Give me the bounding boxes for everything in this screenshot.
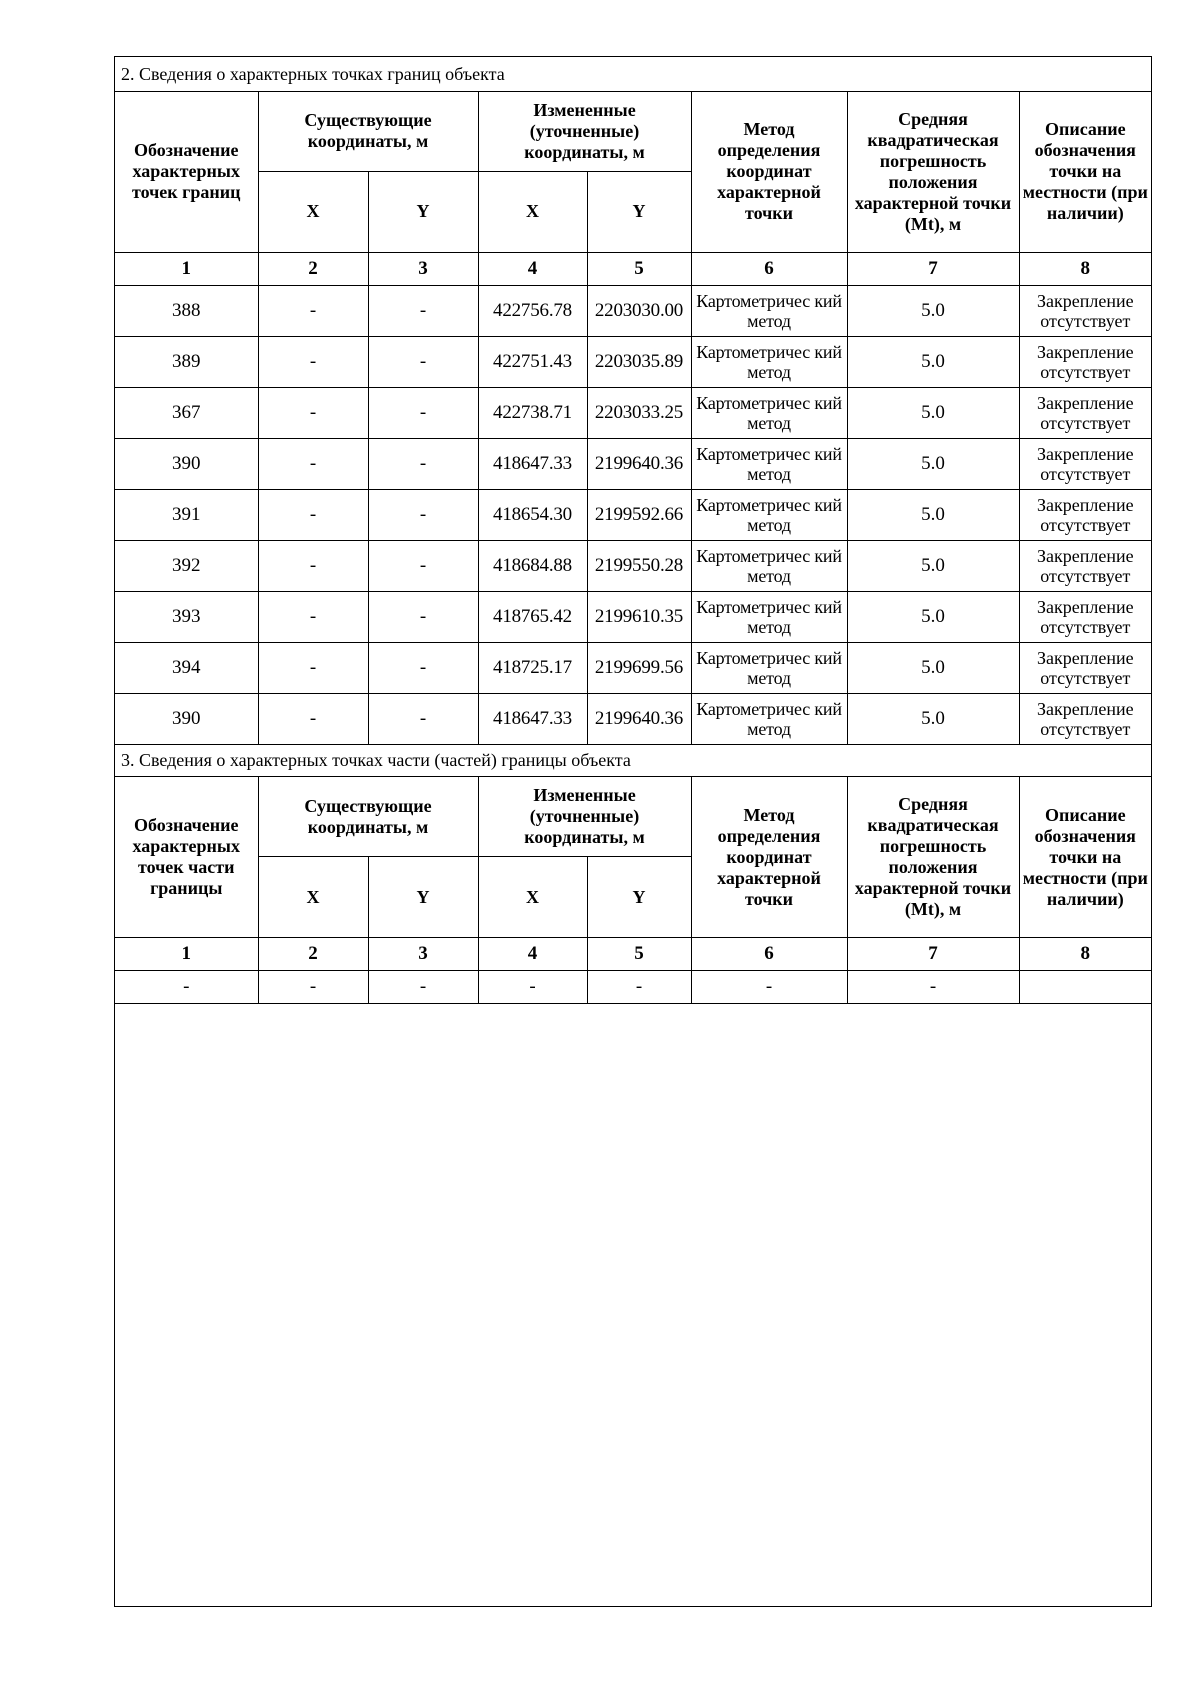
method-cell: Картометричес кий метод xyxy=(691,336,847,387)
section3-rows xyxy=(115,971,1151,1004)
existing-x-cell: - xyxy=(258,591,368,642)
existing-x-cell: - xyxy=(258,642,368,693)
table-row xyxy=(115,971,1151,1004)
error-mt-cell: 5.0 xyxy=(847,489,1019,540)
table-row xyxy=(115,285,1151,336)
header-changed-y: Y xyxy=(587,171,691,252)
changed-y-cell: 2199610.35 xyxy=(587,591,691,642)
point-number-cell: 389 xyxy=(115,336,258,387)
header-existing-y: Y xyxy=(368,171,478,252)
header-changed-y: Y xyxy=(587,857,691,938)
existing-x-cell: - xyxy=(258,540,368,591)
header-changed-x: X xyxy=(478,857,587,938)
existing-y-cell: - xyxy=(368,285,478,336)
existing-y-cell: - xyxy=(368,489,478,540)
changed-y-cell: 2199699.56 xyxy=(587,642,691,693)
column-numbers-row xyxy=(115,938,1151,971)
section2-rows xyxy=(115,285,1151,744)
column-number: 3 xyxy=(368,938,478,971)
method-cell: Картометричес кий метод xyxy=(691,591,847,642)
table-row xyxy=(115,591,1151,642)
description-cell: Закрепление отсутствует xyxy=(1019,642,1151,693)
point-number-cell: 388 xyxy=(115,285,258,336)
point-number-cell: 390 xyxy=(115,693,258,744)
error-mt-cell: 5.0 xyxy=(847,591,1019,642)
changed-y-cell: 2203033.25 xyxy=(587,387,691,438)
method-cell: Картометричес кий метод xyxy=(691,489,847,540)
changed-x-cell: 418684.88 xyxy=(478,540,587,591)
method-cell: Картометричес кий метод xyxy=(691,642,847,693)
method-cell: Картометричес кий метод xyxy=(691,387,847,438)
column-number: 7 xyxy=(847,938,1019,971)
section3-table xyxy=(115,745,1151,1005)
table-cell: - xyxy=(691,971,847,1004)
point-number-cell: 392 xyxy=(115,540,258,591)
header-existing-y: Y xyxy=(368,857,478,938)
column-number: 6 xyxy=(691,252,847,285)
changed-y-cell: 2199640.36 xyxy=(587,438,691,489)
column-number: 7 xyxy=(847,252,1019,285)
method-cell: Картометричес кий метод xyxy=(691,693,847,744)
table-cell: - xyxy=(847,971,1019,1004)
column-number: 1 xyxy=(115,938,258,971)
header-description: Описание обозначения точки на местности (при наличии) xyxy=(1019,91,1151,252)
changed-x-cell: 418647.33 xyxy=(478,438,587,489)
header-designation: Обозначение характерных точек границ xyxy=(115,91,258,252)
error-mt-cell: 5.0 xyxy=(847,540,1019,591)
error-mt-cell: 5.0 xyxy=(847,693,1019,744)
description-cell: Закрепление отсутствует xyxy=(1019,387,1151,438)
method-cell: Картометричес кий метод xyxy=(691,540,847,591)
existing-y-cell: - xyxy=(368,642,478,693)
description-cell: Закрепление отсутствует xyxy=(1019,489,1151,540)
error-mt-cell: 5.0 xyxy=(847,642,1019,693)
column-number: 8 xyxy=(1019,252,1151,285)
table-row xyxy=(115,540,1151,591)
method-cell: Картометричес кий метод xyxy=(691,285,847,336)
error-mt-cell: 5.0 xyxy=(847,285,1019,336)
table-cell: - xyxy=(587,971,691,1004)
table-cell: - xyxy=(258,971,368,1004)
point-number-cell: 394 xyxy=(115,642,258,693)
table-cell: - xyxy=(115,971,258,1004)
existing-y-cell: - xyxy=(368,387,478,438)
description-cell: Закрепление отсутствует xyxy=(1019,438,1151,489)
point-number-cell: 393 xyxy=(115,591,258,642)
existing-y-cell: - xyxy=(368,540,478,591)
existing-x-cell: - xyxy=(258,285,368,336)
existing-x-cell: - xyxy=(258,489,368,540)
table-row xyxy=(115,336,1151,387)
table-row xyxy=(115,387,1151,438)
document-frame xyxy=(114,56,1152,1607)
description-cell: Закрепление отсутствует xyxy=(1019,540,1151,591)
column-numbers-row xyxy=(115,252,1151,285)
section3-title: 3. Сведения о характерных точках части (частей) границы объекта xyxy=(115,745,1151,777)
header-changed-x: X xyxy=(478,171,587,252)
changed-y-cell: 2203030.00 xyxy=(587,285,691,336)
error-mt-cell: 5.0 xyxy=(847,336,1019,387)
existing-x-cell: - xyxy=(258,336,368,387)
existing-y-cell: - xyxy=(368,336,478,387)
section2-title: 2. Сведения о характерных точках границ объекта xyxy=(115,57,1151,91)
header-description: Описание обозначения точки на местности (при наличии) xyxy=(1019,777,1151,938)
changed-y-cell: 2199640.36 xyxy=(587,693,691,744)
description-cell: Закрепление отсутствует xyxy=(1019,693,1151,744)
column-number: 4 xyxy=(478,252,587,285)
description-cell: Закрепление отсутствует xyxy=(1019,591,1151,642)
column-number: 5 xyxy=(587,938,691,971)
existing-x-cell: - xyxy=(258,387,368,438)
table-row xyxy=(115,693,1151,744)
header-changed-coordinates: Измененные (уточненные) координаты, м xyxy=(478,777,691,857)
header-error: Средняя квадратическая погрешность положения характерной точки (Mt), м xyxy=(847,91,1019,252)
column-number: 8 xyxy=(1019,938,1151,971)
table-cell: - xyxy=(368,971,478,1004)
method-cell: Картометричес кий метод xyxy=(691,438,847,489)
column-number: 2 xyxy=(258,938,368,971)
changed-x-cell: 422738.71 xyxy=(478,387,587,438)
table-cell xyxy=(1019,971,1151,1004)
column-number: 3 xyxy=(368,252,478,285)
point-number-cell: 390 xyxy=(115,438,258,489)
column-number: 6 xyxy=(691,938,847,971)
changed-x-cell: 418765.42 xyxy=(478,591,587,642)
changed-x-cell: 422751.43 xyxy=(478,336,587,387)
header-designation: Обозначение характерных точек части границы xyxy=(115,777,258,938)
column-number: 5 xyxy=(587,252,691,285)
changed-x-cell: 418725.17 xyxy=(478,642,587,693)
header-existing-x: X xyxy=(258,857,368,938)
header-error: Средняя квадратическая погрешность положения характерной точки (Mt), м xyxy=(847,777,1019,938)
column-number: 1 xyxy=(115,252,258,285)
changed-y-cell: 2199550.28 xyxy=(587,540,691,591)
table-cell: - xyxy=(478,971,587,1004)
table-row xyxy=(115,489,1151,540)
point-number-cell: 367 xyxy=(115,387,258,438)
existing-y-cell: - xyxy=(368,693,478,744)
changed-x-cell: 422756.78 xyxy=(478,285,587,336)
changed-x-cell: 418654.30 xyxy=(478,489,587,540)
existing-x-cell: - xyxy=(258,693,368,744)
changed-y-cell: 2203035.89 xyxy=(587,336,691,387)
header-method: Метод определения координат характерной точки xyxy=(691,91,847,252)
section2-table xyxy=(115,57,1151,745)
table-row xyxy=(115,642,1151,693)
header-existing-coordinates: Существующие координаты, м xyxy=(258,91,478,171)
column-number: 4 xyxy=(478,938,587,971)
point-number-cell: 391 xyxy=(115,489,258,540)
error-mt-cell: 5.0 xyxy=(847,438,1019,489)
existing-y-cell: - xyxy=(368,438,478,489)
column-number: 2 xyxy=(258,252,368,285)
changed-x-cell: 418647.33 xyxy=(478,693,587,744)
header-method: Метод определения координат характерной точки xyxy=(691,777,847,938)
header-existing-x: X xyxy=(258,171,368,252)
existing-y-cell: - xyxy=(368,591,478,642)
description-cell: Закрепление отсутствует xyxy=(1019,336,1151,387)
header-changed-coordinates: Измененные (уточненные) координаты, м xyxy=(478,91,691,171)
header-existing-coordinates: Существующие координаты, м xyxy=(258,777,478,857)
changed-y-cell: 2199592.66 xyxy=(587,489,691,540)
error-mt-cell: 5.0 xyxy=(847,387,1019,438)
existing-x-cell: - xyxy=(258,438,368,489)
description-cell: Закрепление отсутствует xyxy=(1019,285,1151,336)
table-row xyxy=(115,438,1151,489)
